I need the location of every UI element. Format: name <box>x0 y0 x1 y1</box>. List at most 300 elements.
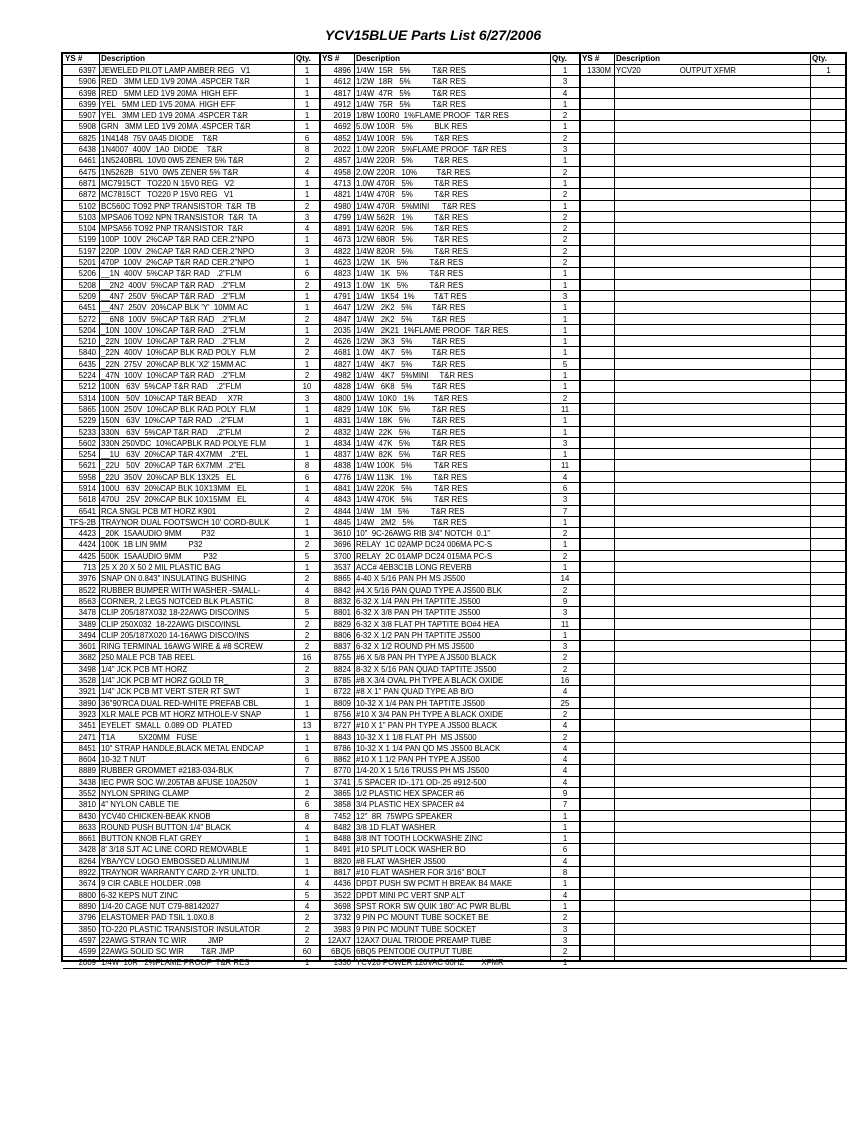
part-description: 1/4W 1M 5% T&R RES <box>356 506 465 516</box>
part-qty: 1 <box>304 732 310 742</box>
table-row <box>63 562 320 573</box>
table-row <box>580 155 847 166</box>
table-row <box>580 280 847 291</box>
part-number: 5209 <box>78 291 96 301</box>
part-qty: 3 <box>562 924 568 934</box>
part-description: DPDT MINI PC VERT SNP ALT <box>356 890 465 900</box>
table-row <box>320 359 580 370</box>
table-row <box>320 189 580 200</box>
table-row <box>63 359 320 370</box>
part-number: 5272 <box>78 314 96 324</box>
table-row <box>580 822 847 833</box>
table-row <box>320 438 580 449</box>
part-number: 6435 <box>78 359 96 369</box>
part-description: RCA SNGL PCB MT HORZ K901 <box>101 506 217 516</box>
part-description: ELASTOMER PAD TSIL 1.0X0.8 <box>101 913 214 923</box>
table-row <box>320 754 580 765</box>
table-row <box>63 844 320 855</box>
part-qty: 1 <box>304 122 310 132</box>
part-description: 4" NYLON CABLE TIE <box>101 800 180 810</box>
part-description: 1.0W 470R 5% T&R RES <box>356 178 469 188</box>
part-number: 4425 <box>78 551 96 561</box>
part-description: __1U 63V 20%CAP T&R 4X7MM .2"EL <box>101 450 248 460</box>
part-description: TO-220 PLASTIC TRANSISTOR INSULATOR <box>101 924 261 934</box>
part-number: 4896 <box>333 66 351 75</box>
part-number: 4831 <box>333 416 351 426</box>
part-number: 5102 <box>78 201 96 211</box>
table-row <box>320 811 580 822</box>
part-qty: 3 <box>562 77 568 87</box>
part-qty: 1 <box>304 450 310 460</box>
part-description: #10 SPLIT LOCK WASHER BO <box>356 845 466 855</box>
table-row <box>320 867 580 878</box>
part-description: CLIP 205/187X032 18-22AWG DISCO/INS <box>101 608 250 618</box>
part-qty: 1 <box>562 822 568 832</box>
part-number: 8829 <box>333 619 351 629</box>
part-description: YEL 3MM LED 1V9 20MA .4SPCER T&R <box>101 111 248 121</box>
part-number: 4597 <box>78 935 96 945</box>
part-qty: 4 <box>562 755 568 765</box>
part-number: 8755 <box>333 653 351 663</box>
part-number: 713 <box>82 563 96 573</box>
header-description: Description <box>101 54 146 63</box>
part-description: YBA/YCV LOGO EMBOSSED ALUMINUM <box>101 856 250 866</box>
table-row <box>63 833 320 844</box>
table-row <box>63 788 320 799</box>
part-qty: 1 <box>304 178 310 188</box>
part-number: 5210 <box>78 337 96 347</box>
part-number: 4912 <box>333 99 351 109</box>
part-number: 8604 <box>78 755 96 765</box>
table-row <box>63 641 320 652</box>
column-divider <box>550 54 551 960</box>
part-qty: 3 <box>304 393 310 403</box>
part-qty: 1 <box>562 540 568 550</box>
table-row <box>63 347 320 358</box>
table-row <box>580 890 847 901</box>
part-qty: 4 <box>304 585 310 595</box>
table-row <box>63 709 320 720</box>
part-qty: 1 <box>304 834 310 844</box>
part-qty: 7 <box>562 506 568 516</box>
part-qty: 11 <box>560 619 570 629</box>
part-qty: 1 <box>304 698 310 708</box>
part-number: 4891 <box>333 224 351 234</box>
table-row <box>580 743 847 754</box>
part-number: 1330M <box>587 66 611 75</box>
header-ys: YS # <box>322 54 340 63</box>
part-qty: 3 <box>304 212 310 222</box>
table-row <box>63 460 320 471</box>
part-qty: 2 <box>304 619 310 629</box>
part-qty: 1 <box>304 483 310 493</box>
part-qty: 1 <box>304 303 310 313</box>
table-row <box>63 935 320 946</box>
part-description: 1/4W 4K7 5% T&R RES <box>356 359 466 369</box>
part-number: 6397 <box>78 66 96 75</box>
table-row <box>320 393 580 404</box>
part-qty: 2 <box>304 337 310 347</box>
part-description: 10-32 X 1 1/4 PAN QD MS JS500 BLACK <box>356 743 501 753</box>
part-qty: 1 <box>562 371 568 381</box>
part-qty: 2 <box>562 709 568 719</box>
part-qty: 6 <box>304 472 310 482</box>
part-qty: 1 <box>562 156 568 166</box>
table-row <box>580 517 847 528</box>
table-row <box>580 268 847 279</box>
table-row <box>320 246 580 257</box>
part-number: 8837 <box>333 642 351 652</box>
column-divider <box>99 54 100 960</box>
table-row <box>580 675 847 686</box>
table-row <box>63 155 320 166</box>
part-qty: 6 <box>304 269 310 279</box>
table-row <box>63 99 320 110</box>
part-description: 8' 3/18 SJT AC LINE CORD REMOVABLE <box>101 845 248 855</box>
table-row <box>63 201 320 212</box>
part-qty: 1 <box>304 88 310 98</box>
table-row <box>320 630 580 641</box>
part-description: 1/4W 470R 5%MINI T&R RES <box>356 201 476 211</box>
part-number: 4857 <box>333 156 351 166</box>
part-qty: 1 <box>562 834 568 844</box>
part-qty: 2 <box>562 167 568 177</box>
part-number: 3428 <box>78 845 96 855</box>
part-number: 5197 <box>78 246 96 256</box>
part-number: 8430 <box>78 811 96 821</box>
part-description: BC560C TO92 PNP TRANSISTOR T&R TB <box>101 201 256 211</box>
part-number: 8563 <box>78 596 96 606</box>
part-number: 8770 <box>333 766 351 776</box>
table-row <box>63 370 320 381</box>
part-number: 4817 <box>333 88 351 98</box>
table-row <box>580 76 847 87</box>
part-qty: 4 <box>562 721 568 731</box>
part-number: 4800 <box>333 393 351 403</box>
part-description: _22N 400V 10%CAP BLK RAD POLY FLM <box>101 348 256 358</box>
table-row <box>580 370 847 381</box>
table-row <box>580 393 847 404</box>
part-description: 100N 250V 10%CAP BLK RAD POLY FLM <box>101 404 256 414</box>
part-qty: 8 <box>304 461 310 471</box>
table-row <box>320 280 580 291</box>
part-qty: 7 <box>304 766 310 776</box>
part-qty: 2 <box>562 393 568 403</box>
part-number: 8451 <box>78 743 96 753</box>
part-description: 1.0W 220R 5%FLAME PROOF T&R RES <box>356 145 507 155</box>
table-row <box>320 110 580 121</box>
table-row <box>580 291 847 302</box>
part-description: 1/4W 10K0 1% T&R RES <box>356 393 468 403</box>
part-qty: 8 <box>304 811 310 821</box>
table-row <box>320 844 580 855</box>
table-row <box>320 652 580 663</box>
table-row <box>320 404 580 415</box>
table-row <box>320 935 580 946</box>
part-description: _22U 50V 20%CAP T&R 6X7MM .2"EL <box>101 461 246 471</box>
table-row <box>63 743 320 754</box>
table-row <box>580 506 847 517</box>
part-qty: 2 <box>304 913 310 923</box>
part-description: 1/2W 680R 5% T&R RES <box>356 235 469 245</box>
part-description: 1N4148 75V 0A45 DIODE T&R <box>101 133 218 143</box>
part-qty: 8 <box>304 145 310 155</box>
table-row <box>63 438 320 449</box>
table-row <box>320 822 580 833</box>
part-number: 4599 <box>78 947 96 957</box>
part-number: 5621 <box>78 461 96 471</box>
table-row <box>320 472 580 483</box>
part-description: NYLON SPRING CLAMP <box>101 789 189 798</box>
part-number: 4436 <box>333 879 351 889</box>
table-header <box>580 54 847 65</box>
part-number: 3698 <box>333 901 351 911</box>
part-qty: 2 <box>304 156 310 166</box>
part-description: 100N 63V 5%CAP T&R RAD .2"FLM <box>101 382 242 392</box>
part-number: 8264 <box>78 856 96 866</box>
part-qty: 2 <box>562 235 568 245</box>
table-row <box>580 619 847 630</box>
part-qty: 4 <box>562 472 568 482</box>
part-description: SPST ROKR SW QUIK 180" AC PWR BL/BL <box>356 901 512 911</box>
table-row <box>580 562 847 573</box>
table-row <box>63 822 320 833</box>
part-number: 4843 <box>333 495 351 505</box>
part-qty: 2 <box>304 314 310 324</box>
part-number: 4791 <box>333 291 351 301</box>
part-description: 1/4W 47K 5% T&R RES <box>356 438 466 448</box>
part-description: 9 PIN PC MOUNT TUBE SOCKET <box>356 924 477 934</box>
part-description: #4 X 5/16 PAN QUAD TYPE A JS500 BLK <box>356 585 502 595</box>
part-number: 3601 <box>78 642 96 652</box>
part-qty: 2 <box>304 540 310 550</box>
part-description: __4N7 250V 5%CAP T&R RAD .2"FLM <box>101 291 246 301</box>
part-qty: 1 <box>304 291 310 301</box>
part-number: 6475 <box>78 167 96 177</box>
table-row <box>320 65 580 76</box>
part-description: 4-40 X 5/16 PAN PH MS JS500 <box>356 574 466 584</box>
part-qty: 1 <box>304 563 310 573</box>
part-qty: 1 <box>304 99 310 109</box>
part-qty: 6 <box>304 133 310 143</box>
part-number: 8890 <box>78 901 96 911</box>
table-row <box>63 133 320 144</box>
table-row <box>320 415 580 426</box>
table-row <box>320 698 580 709</box>
part-number: 5908 <box>78 122 96 132</box>
table-row <box>63 946 320 957</box>
part-description: 470U 25V 20%CAP BLK 10X15MM EL <box>101 495 247 505</box>
part-qty: 4 <box>304 879 310 889</box>
table-row <box>580 483 847 494</box>
part-description: 12AX7 DUAL TRIODE PREAMP TUBE <box>356 935 492 945</box>
part-qty: 1 <box>304 235 310 245</box>
part-description: 330N 63V 5%CAP T&R RAD .2"FLM <box>101 427 242 437</box>
table-row <box>580 404 847 415</box>
part-number: 5840 <box>78 348 96 358</box>
part-number: 3741 <box>333 777 351 787</box>
part-number: 4823 <box>333 269 351 279</box>
part-number: 6541 <box>78 506 96 516</box>
header-ys: YS # <box>65 54 83 63</box>
table-row <box>320 121 580 132</box>
part-qty: 2 <box>304 664 310 674</box>
part-qty: 2 <box>562 246 568 256</box>
part-description: #10 X 1" PAN PH TYPE A JS500 BLACK <box>356 721 498 731</box>
table-row <box>580 314 847 325</box>
table-row <box>63 799 320 810</box>
column-divider <box>614 54 615 960</box>
table-row <box>63 506 320 517</box>
table-row <box>63 76 320 87</box>
table-row <box>580 427 847 438</box>
part-qty: 1 <box>562 178 568 188</box>
part-number: 8832 <box>333 596 351 606</box>
part-qty: 1 <box>562 201 568 211</box>
table-row <box>580 957 847 968</box>
table-row <box>63 336 320 347</box>
part-number: TFS-2B <box>69 517 96 527</box>
table-row <box>320 99 580 110</box>
part-number: 3696 <box>333 540 351 550</box>
part-number: 3858 <box>333 800 351 810</box>
table-row <box>63 957 320 968</box>
part-qty: 1 <box>562 879 568 889</box>
table-row <box>63 144 320 155</box>
part-number: 8801 <box>333 608 351 618</box>
part-qty: 5 <box>562 359 568 369</box>
part-qty: 5 <box>304 551 310 561</box>
part-number: 3732 <box>333 913 351 923</box>
part-number: 4958 <box>333 167 351 177</box>
part-description: 1/4W 220K 5% T&R RES <box>356 483 468 493</box>
part-qty: 2 <box>304 630 310 640</box>
table-row <box>63 867 320 878</box>
part-qty: 4 <box>562 856 568 866</box>
part-qty: 1 <box>562 303 568 313</box>
part-description: #8 FLAT WASHER JS500 <box>356 856 446 866</box>
part-qty: 2 <box>562 551 568 561</box>
part-qty: 2 <box>304 935 310 945</box>
part-number: 3537 <box>333 563 351 573</box>
table-row <box>320 675 580 686</box>
table-row <box>63 924 320 935</box>
table-row <box>580 641 847 652</box>
part-description: 150N 63V 10%CAP T&R RAD .2"FLM <box>101 416 244 426</box>
part-number: 6825 <box>78 133 96 143</box>
table-row <box>580 709 847 720</box>
part-number: 4647 <box>333 303 351 313</box>
part-qty: 2 <box>304 280 310 290</box>
part-number: 5958 <box>78 472 96 482</box>
part-description: 1/2W 1K 5% T&R RES <box>356 258 464 268</box>
part-qty: 1 <box>562 901 568 911</box>
table-row <box>580 167 847 178</box>
table-row <box>580 223 847 234</box>
part-number: 4612 <box>333 77 351 87</box>
part-qty: 1 <box>562 280 568 290</box>
part-number: 5914 <box>78 483 96 493</box>
part-qty: 1 <box>304 77 310 87</box>
part-number: 3494 <box>78 630 96 640</box>
part-number: 5602 <box>78 438 96 448</box>
part-qty: 8 <box>562 868 568 878</box>
part-description: 10-32 X 1 1/8 FLAT PH MS JS500 <box>356 732 477 742</box>
part-description: 1/2W 3K3 5% T&R RES <box>356 337 466 347</box>
part-number: 5865 <box>78 404 96 414</box>
part-number: 4838 <box>333 461 351 471</box>
table-row <box>320 201 580 212</box>
table-row <box>580 630 847 641</box>
part-description: YCV20 OUTPUT XFMR <box>616 66 736 75</box>
part-qty: 8 <box>304 596 310 606</box>
table-row <box>580 878 847 889</box>
part-qty: 4 <box>304 822 310 832</box>
part-number: 8491 <box>333 845 351 855</box>
table-row <box>320 347 580 358</box>
part-number: 6399 <box>78 99 96 109</box>
part-number: 8727 <box>333 721 351 731</box>
table-row <box>320 924 580 935</box>
part-description: #8 X 1" PAN QUAD TYPE AB B/O <box>356 687 474 697</box>
table-row <box>320 573 580 584</box>
part-qty: 4 <box>562 88 568 98</box>
part-number: 5201 <box>78 258 96 268</box>
table-row <box>63 494 320 505</box>
part-number: 3438 <box>78 777 96 787</box>
table-row <box>580 449 847 460</box>
part-qty: 1 <box>304 258 310 268</box>
table-row <box>320 494 580 505</box>
table-row <box>63 720 320 731</box>
table-row <box>63 88 320 99</box>
table-row <box>320 449 580 460</box>
part-number: 4852 <box>333 133 351 143</box>
table-row <box>580 472 847 483</box>
part-number: 2035 <box>333 325 351 335</box>
table-row <box>63 878 320 889</box>
part-description: 1/4-20 CAGE NUT C79-88142027 <box>101 901 220 911</box>
table-row <box>63 393 320 404</box>
part-description: 1/4-20 X 1 5/16 TRUSS PH MS JS500 <box>356 766 489 776</box>
part-number: 6398 <box>78 88 96 98</box>
table-row <box>580 935 847 946</box>
part-qty: 1 <box>304 359 310 369</box>
part-qty: 1 <box>304 517 310 527</box>
part-number: 3921 <box>78 687 96 697</box>
part-description: 1/4W 620R 5% T&R RES <box>356 224 469 234</box>
table-row <box>63 551 320 562</box>
table-row <box>320 743 580 754</box>
part-qty: 60 <box>302 947 312 957</box>
part-number: 4821 <box>333 190 351 200</box>
part-number: 4692 <box>333 122 351 132</box>
part-description: 470P 100V 2%CAP T&R RAD CER.2"NPO <box>101 258 255 268</box>
part-number: 6BQ5 <box>331 947 351 957</box>
part-qty: 2 <box>562 585 568 595</box>
part-description: 220P 100V 2%CAP T&R RAD CER.2"NPO <box>101 246 255 256</box>
part-number: 4424 <box>78 540 96 550</box>
table-row <box>320 539 580 550</box>
header-ys: YS # <box>582 54 600 63</box>
part-qty: 1 <box>304 958 310 968</box>
table-row <box>580 754 847 765</box>
part-qty: 1 <box>826 66 831 75</box>
part-qty: 2 <box>562 224 568 234</box>
part-description: 9 CIR CABLE HOLDER .098 <box>101 879 201 889</box>
part-description: 1.0W 4K7 5% T&R RES <box>356 348 466 358</box>
table-row <box>580 867 847 878</box>
